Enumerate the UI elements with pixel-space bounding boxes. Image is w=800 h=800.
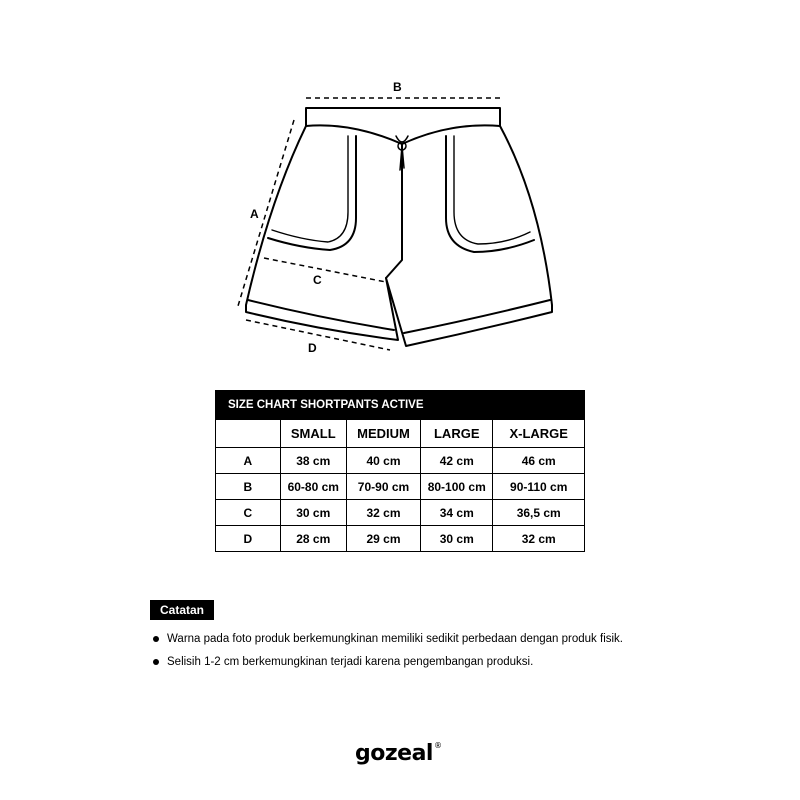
notes-list xyxy=(153,628,623,674)
center-fly xyxy=(386,144,402,278)
column-header-empty xyxy=(216,420,281,448)
table-cell: 36,5 cm xyxy=(493,500,585,526)
note-text: Selisih 1-2 cm berkemungkinan terjadi karena pengembangan produksi. xyxy=(167,656,534,668)
shorts-diagram xyxy=(0,0,800,370)
row-label: C xyxy=(216,500,281,526)
bullet-icon xyxy=(153,636,159,642)
table-cell: 28 cm xyxy=(280,526,346,552)
table-row xyxy=(216,448,585,474)
right-hem xyxy=(404,300,550,333)
row-label: D xyxy=(216,526,281,552)
label-b: B xyxy=(393,80,402,94)
table-cell: 32 cm xyxy=(493,526,585,552)
table-cell: 38 cm xyxy=(280,448,346,474)
table-row xyxy=(216,474,585,500)
table-cell: 29 cm xyxy=(346,526,420,552)
list-item xyxy=(153,651,623,674)
right-pocket xyxy=(446,136,534,252)
table-cell: 34 cm xyxy=(421,500,493,526)
column-header-large: LARGE xyxy=(421,420,493,448)
table-cell: 70-90 cm xyxy=(346,474,420,500)
table-cell: 40 cm xyxy=(346,448,420,474)
row-label: A xyxy=(216,448,281,474)
table-row xyxy=(216,526,585,552)
notes-title: Catatan xyxy=(150,600,214,620)
table-cell: 60-80 cm xyxy=(280,474,346,500)
table-cell: 42 cm xyxy=(421,448,493,474)
label-d: D xyxy=(308,341,317,355)
table-cell: 30 cm xyxy=(280,500,346,526)
table-row xyxy=(216,500,585,526)
column-header-x-large: X-LARGE xyxy=(493,420,585,448)
size-chart-table xyxy=(215,390,585,552)
column-header-medium: MEDIUM xyxy=(346,420,420,448)
table-cell: 30 cm xyxy=(421,526,493,552)
size-chart-title: SIZE CHART SHORTPANTS ACTIVE xyxy=(216,391,585,420)
note-text: Warna pada foto produk berkemungkinan memiliki sedikit perbedaan dengan produk fisik. xyxy=(167,633,624,645)
dimension-line-c xyxy=(264,258,386,282)
brand-name: gozeal xyxy=(355,741,433,766)
brand-logo xyxy=(355,741,441,766)
bullet-icon xyxy=(153,659,159,665)
row-label: B xyxy=(216,474,281,500)
table-cell: 80-100 cm xyxy=(421,474,493,500)
left-hem xyxy=(248,300,394,330)
column-header-small: SMALL xyxy=(280,420,346,448)
dimension-line-a xyxy=(238,120,294,306)
registered-mark: ® xyxy=(433,741,442,750)
list-item xyxy=(153,628,623,651)
label-a: A xyxy=(250,207,259,221)
table-cell: 32 cm xyxy=(346,500,420,526)
label-c: C xyxy=(313,273,322,287)
table-cell: 90-110 cm xyxy=(493,474,585,500)
table-cell: 46 cm xyxy=(493,448,585,474)
waistband xyxy=(306,108,500,144)
